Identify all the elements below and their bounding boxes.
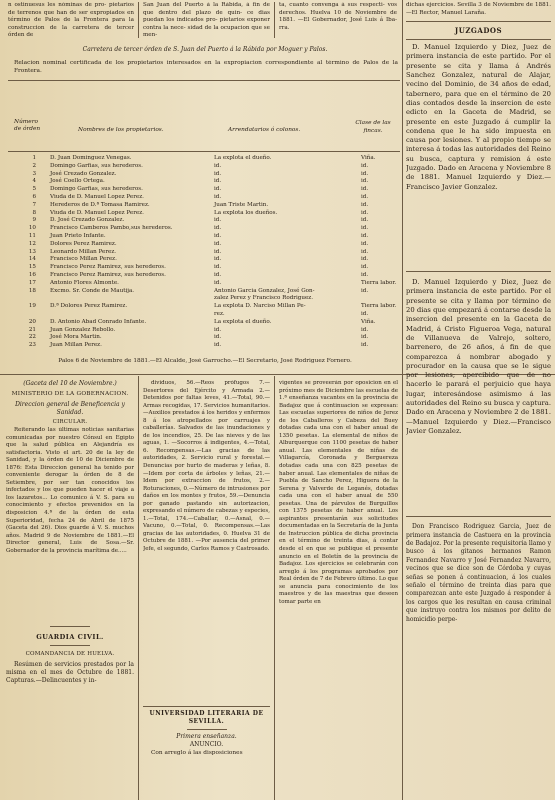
row-tenant: id. xyxy=(214,279,222,286)
row-owner: Juan Gonzalez Rebollo. xyxy=(50,326,116,333)
row-tenant: id. xyxy=(214,162,222,169)
row-owner: José Coello Ortega. xyxy=(50,178,105,185)
row-tenant: id. xyxy=(214,217,222,224)
edict-rule xyxy=(406,271,551,272)
row-owner: Francisco Perez Ramirez, sus herederos. xyxy=(50,264,166,271)
row-class: id. xyxy=(361,256,369,263)
row-class: id. xyxy=(361,201,369,208)
top-mid-fragment: San Juan del Puerto á la Rábida, á fin de que dentro del plazo de quin- ce dias puedan los indicados pro- pietarios exponer contra la nece- sidad de la ocupacion que se men- xyxy=(143,2,270,38)
column-rule xyxy=(138,2,139,38)
row-number: 18 xyxy=(28,287,36,294)
row-tenant: rez. xyxy=(214,311,225,317)
table-row xyxy=(6,194,406,202)
table-subtitle: Relacion nominal certificada de los propietarios interesados en la expropiacion correspondiente al término de Palos de la Frontera. xyxy=(14,60,398,74)
row-number: 9 xyxy=(32,217,36,224)
row-owner: Francisco Perez Ramirez, sus herederos. xyxy=(50,272,166,278)
column-1 xyxy=(6,380,134,796)
row-class: id. xyxy=(361,209,369,216)
table-row xyxy=(6,178,406,186)
row-class: id. xyxy=(361,248,369,255)
edict-1: D. Manuel Izquierdo y Diez, Juez de primera instancia de este partido. Por el presente se cita y llama á Andrés Sanchez Gonzalez, natural de Alajar, vecino del Dominio, de 34 años de edad, tabernero, para que en el término de 20 dias contados desde la insercion de este edicto en la Gaceta de Madrid, se presente en este Juzgado á cumplir la condena que le ha sido impuesta en causa por lesiones. Y al propio tiempo se interesa á todas las autoridades del Reino su busca, captura y remision á este Juzgado. Dado en Aracena y Noviembre 8 de 1881. Manuel Izquierdo y Diez.—Francisco Javier Gonzalez. xyxy=(406,43,551,191)
row-number: 16 xyxy=(28,272,36,278)
row-owner: Viuda de D. Manuel Lopez Perez. xyxy=(50,209,144,216)
header-class: Clase de las fincas. xyxy=(355,120,391,134)
row-tenant: Juan Triste Martin. xyxy=(214,201,269,208)
row-number: 13 xyxy=(28,248,36,255)
table-header-rule xyxy=(8,151,400,152)
row-class: Viña. xyxy=(361,318,376,325)
table-footer: Palos 6 de Noviembre de 1881.—El Alcalde, José Garrocho.—El Secretario, José Rodriguez Fornero. xyxy=(58,358,352,364)
row-tenant: id. xyxy=(214,334,222,341)
row-class: id. xyxy=(361,194,369,200)
row-owner: Leonardo Millan Perez. xyxy=(50,248,117,255)
row-tenant: id. xyxy=(214,170,222,177)
row-tenant: id. xyxy=(214,272,222,278)
row-tenant: id. xyxy=(214,233,222,239)
row-number: 14 xyxy=(28,256,36,263)
table-row xyxy=(6,319,406,327)
main-column-rule xyxy=(402,0,403,800)
table-row xyxy=(6,217,406,225)
section-rule xyxy=(406,21,551,22)
top-left-fragment: n ostinuesus les nóminas de pro- pietarios de terrenos que han de ser expropiados en término de Palos de la Frontera para la construccion de la carretera de tercer órden de xyxy=(8,2,134,38)
row-class: id. xyxy=(361,311,369,317)
table-row xyxy=(6,256,406,264)
row-class: id. xyxy=(361,272,369,278)
row-tenant: La explota los dueños. xyxy=(214,209,278,216)
table-body xyxy=(6,155,402,355)
table-row xyxy=(6,202,406,210)
table-title: Carretera de tercer órden de S. Juan del Puerto á la Rábida por Moguer y Palos. xyxy=(82,46,328,53)
column-rule xyxy=(138,376,139,800)
circular-body: Reiterando las últimas noticias sanitarias comunicadas por nuestro Cónsul en Egipto que la salud pública en Alejandría es satisfactoria. Visto el art. 20 de la ley de Sanidad, y la órden de 10 de Diciembre de 1876: Esta Direccion general ha tenido por conveniente derogar la órden de 8 de Setiembre, por ser tan conocidos los infectados y los que pueden hacer el viaje a los lazaretos... Lo comunico á V. S. para su conocimiento y efectos prevenidos en la disposicion 4.ª de la órden de esta Superioridad, fecha 24 de Abril de 1875 (Gaceta del 26). Dios guarde á V. S. muchos años. Madrid 9 de Noviembre de 1881.—El Director general, Luis de Sosa.—Sr. Gobernador de la provincia marítima de..... xyxy=(6,427,134,554)
row-owner: Antonio Flores Almonte. xyxy=(50,279,119,286)
row-owner: Domingo Garfias, sus herederos. xyxy=(50,162,143,169)
row-owner: D. Antonio Abad Conrado Infante. xyxy=(50,318,147,325)
row-tenant: id. xyxy=(214,186,222,193)
row-number: 17 xyxy=(28,279,36,286)
row-class: id. xyxy=(361,334,369,341)
row-tenant: La explota el dueño. xyxy=(214,155,272,161)
row-number: 6 xyxy=(32,194,36,200)
row-class: id. xyxy=(361,217,369,224)
row-number: 11 xyxy=(28,233,36,239)
row-tenant: La explota el dueño. xyxy=(214,318,272,325)
row-owner: Herederos de D.ª Tomasa Ramirez. xyxy=(50,201,150,208)
comandancia-heading: COMANDANCIA DE HUELVA. xyxy=(25,651,115,657)
row-class: id. xyxy=(361,326,369,333)
row-owner: D.ª Dolores Perez Ramirez. xyxy=(50,303,128,310)
row-tenant: id. xyxy=(214,240,222,247)
row-number: 22 xyxy=(28,334,36,341)
row-class: Viña. xyxy=(361,155,376,161)
edict-2: D. Manuel Izquierdo y Diez, Juez de primera instancia de este partido. Por el presente se cita y llama por término de 20 dias que empezará á contarse desde la insercion del presente en la Gaceta de Madrid, á Cristo Figueroa Vega, natural de Villanueva de Valrejo, soltero, barrenero, de 26 años, á fin de que comparezca á nombrar abogado y procurador en la causa que se le sigue por lesiones; apercibido que de no hacerlo le parará el perjuicio que haya lugar, interesándose asimismo á las autoridades del Reino su busca y captura. Dado en Aracena y Noviembre 2 de 1881.—Manuel Izquierdo y Diez.—Francisco Javier Gonzalez. xyxy=(406,278,551,435)
row-number: 21 xyxy=(28,326,36,333)
edict-3: Don Francisco Rodriguez Garcia, Juez de primera instancia de Castuera en la provincia de Badajoz. Por la presente requisitoria llamo y busco á los gitanos hermanos Ramon Fernandez Navarro y José Fernandez Navarro, vecinos que se dice son de Córdoba y cuyas señas se ponen á continuacion, á los cuales señalo el término de treinta dias para que comparezcan ante este Juzgado á responder á los cargos que les resultan en causa criminal que instruyo contra los mismos por delito de homicidio perpe- xyxy=(406,523,551,623)
row-tenant: Antonio Garcia Gonzalez, José Gon- xyxy=(214,287,315,294)
row-owner: Viuda de D. Manuel Lopez Perez. xyxy=(50,194,144,200)
column-rule xyxy=(274,376,275,800)
row-owner: Juan Prieto Infante. xyxy=(50,233,106,239)
guardia-heading: GUARDIA CIVIL. xyxy=(36,633,104,641)
table-row xyxy=(6,155,406,163)
row-tenant: id. xyxy=(214,264,222,271)
table-row xyxy=(6,186,406,194)
right-column xyxy=(406,2,551,798)
row-tenant: id. xyxy=(214,248,222,255)
row-number: 19 xyxy=(28,303,36,310)
row-owner: D. Juan Dominguez Venegas. xyxy=(50,155,132,161)
row-owner: Francisco Camberos Pambo,sus herederos. xyxy=(50,225,173,232)
row-owner: D. José Crezado Gonzalez. xyxy=(50,217,125,224)
row-number: 4 xyxy=(32,178,36,185)
row-number: 5 xyxy=(32,186,36,193)
row-owner: José Crezado Gonzalez. xyxy=(50,170,117,177)
row-tenant: id. xyxy=(214,342,222,349)
anuncio-body: Con arreglo á las disposiciones xyxy=(151,750,243,756)
table-row xyxy=(6,272,406,280)
row-number: 20 xyxy=(28,318,36,325)
university-heading: UNIVERSIDAD LITERARIA DE SEVILLA. xyxy=(149,710,264,725)
row-tenant: La explota D. Narciso Millan Pe- xyxy=(214,303,306,310)
header-name: Nombres de los propietarios. xyxy=(78,127,164,133)
table-row xyxy=(6,311,406,319)
row-number: 12 xyxy=(28,240,36,247)
table-row xyxy=(6,288,406,296)
row-tenant: id. xyxy=(214,225,222,232)
row-tenant: id. xyxy=(214,256,222,263)
top-right-fragment: ta, cuanto convenga á sus respecti- vos derechos. Huelva 10 de Noviembre de 1881. —El Gobernador, José Luis á Iba- rra. xyxy=(279,2,397,31)
table-top-rule xyxy=(8,80,400,81)
short-rule xyxy=(50,626,90,627)
row-owner: Domingo Garfias, sus herederos. xyxy=(50,186,143,193)
header-tenant: Arrendatarios ó colonos. xyxy=(228,127,301,133)
section-rule xyxy=(406,39,551,40)
row-class: id. xyxy=(361,225,369,232)
row-number: 8 xyxy=(32,209,36,216)
ministry-heading: MINISTERIO DE LA GOBERNACION. xyxy=(11,391,129,397)
row-number: 2 xyxy=(32,162,36,169)
column-3 xyxy=(279,380,398,796)
row-class: id. xyxy=(361,342,369,349)
row-class: Tierra labor. xyxy=(361,303,397,310)
row-number: 1 xyxy=(32,155,36,161)
row-owner: José Mora Martin. xyxy=(50,334,102,341)
short-rule xyxy=(187,729,227,730)
anuncio-heading: ANUNCIO. xyxy=(189,741,224,748)
table-row xyxy=(6,342,406,350)
row-class: id. xyxy=(361,170,369,177)
primera-heading: Primera enseñanza. xyxy=(176,733,237,740)
edict-rule xyxy=(406,516,551,517)
section-rule xyxy=(143,706,270,707)
row-owner: Francisco Millan Perez. xyxy=(50,256,117,263)
row-tenant: id. xyxy=(214,178,222,185)
column-2 xyxy=(143,380,270,796)
row-number: 23 xyxy=(28,342,36,349)
short-rule xyxy=(50,645,90,646)
row-class: Tierra labor. xyxy=(361,279,397,286)
row-tenant: id. xyxy=(214,326,222,333)
table-row xyxy=(6,249,406,257)
circular-heading: CIRCULAR. xyxy=(52,419,88,425)
row-number: 10 xyxy=(28,225,36,232)
juzgados-heading: JUZGADOS xyxy=(454,26,503,36)
row-number: 7 xyxy=(32,201,36,208)
row-class: id. xyxy=(361,287,369,294)
table-row xyxy=(6,241,406,249)
column-rule xyxy=(274,2,275,38)
rector-fragment: dichas ejercicios. Sevilla 3 de Noviembre de 1881.—El Rector, Manuel Laraña. xyxy=(406,2,551,16)
row-class: id. xyxy=(361,178,369,185)
gaceta-heading: (Gaceta del 10 de Noviembre.) xyxy=(23,380,117,387)
guardia-continued: dividuos, 56.—Reos prófugos 7.—Desertores del Ejército y Armada 2.—Detenidos por faltas leves, 41.—Total, 90.—Armas recogidas, 17. Servicios humanitarios.—Auxilios prestados á los heridos y enfermos 8 á los atropellados por carruajes y caballerías. Salvados de las inundaciones y de los incendios, 25. De las nieves y de las aguas, 1. —Socorros á indigentes, 4.—Total, 6. Recompensas.—Las gracias de las autoridades, 2. Servicio rural y forestal.—Denuncias por hurto de maderas y leñas, 8.—Idem por corta de árboles y leñas, 21.—Idem por extraccion de frutos, 2.—Roturaciones, 0.—Número de intrusiones por daños en los montes y frutos, 59.—Denuncia por ganado pastando sin autorizacion, expresando el número de cabezas y especies, 1.—Total, 174.—Caballar, 0.—Asnal, 0.—Vacuno, 0.—Total, 0. Recompensas.—Las gracias de las autoridades, 0. Huelva 31 de Octubre de 1881. —Por ausencia del primer Jefe, el segundo, Carlos Ramos y Castrosado. xyxy=(143,380,270,553)
table-row xyxy=(6,280,406,288)
row-owner: Excmo. Sr. Conde de Mautija. xyxy=(50,287,135,294)
table-row xyxy=(6,233,406,241)
row-class: id. xyxy=(361,186,369,193)
header-num: Número de órden xyxy=(14,119,41,132)
row-class: id. xyxy=(361,264,369,271)
row-tenant: id. xyxy=(214,194,222,200)
table-row xyxy=(6,163,406,171)
table-row xyxy=(6,303,406,311)
guardia-body: Resúmen de servicios prestados por la misma en el mes de Octubre de 1881. Capturas.—Delincuentes y in- xyxy=(6,661,134,685)
anuncio-continued: vigentes se proveerán por oposicion en el próximo mes de Diciembre las escuelas de 1.ª enseñanza vacantes en la provincia de Badajoz que á continuacion se expresan: Las escuelas superiores de niños de Jerez de los Caballeros y Cabeza del Buey dotadas cada una con el haber anual de 1350 pesetas. La elemental de niños de Alburquerque con 1100 pesetas de haber anual. Las elementales de niñas de Villagarcía, Coronada y Berguereza dotadas cada una con 825 pesetas de haber anual. Las elementales de niñas de Puebla de Sancho Perez, Higuera de la Serena y Valverde de Leganés, dotadas cada una con el haber anual de 550 pesetas. Una de párvulos de Burguillos con 1375 pesetas de haber anual. Los aspirantes presentarán sus solicitudes documentadas en la Secretaría de la Junta de Instruccion pública de dicha provincia en el término de treinta dias, á contar desde el en que se publique el presente anuncio en el Boletín de la provincia de Badajoz. Los ejercicios se celebrarán con arreglo á los programas aprobados por Real órden de 7 de Febrero último. Lo que se anuncia para conocimiento de los maestros y de las maestras que deseen tomar parte en xyxy=(279,380,398,605)
row-number: 15 xyxy=(28,264,36,271)
row-owner: Juan Millan Perez. xyxy=(50,342,102,349)
direccion-heading: Direccion general de Beneficencia y Sanidad. xyxy=(15,401,125,416)
row-class: id. xyxy=(361,162,369,169)
table-row xyxy=(6,225,406,233)
table-row xyxy=(6,334,406,342)
table-row xyxy=(6,264,406,272)
row-class: id. xyxy=(361,240,369,247)
row-class: id. xyxy=(361,233,369,239)
row-owner: Dolores Perez Ramirez. xyxy=(50,240,117,247)
row-number: 3 xyxy=(32,170,36,177)
row-tenant: zalez Perez y Francisco Rodriguez. xyxy=(214,295,313,302)
